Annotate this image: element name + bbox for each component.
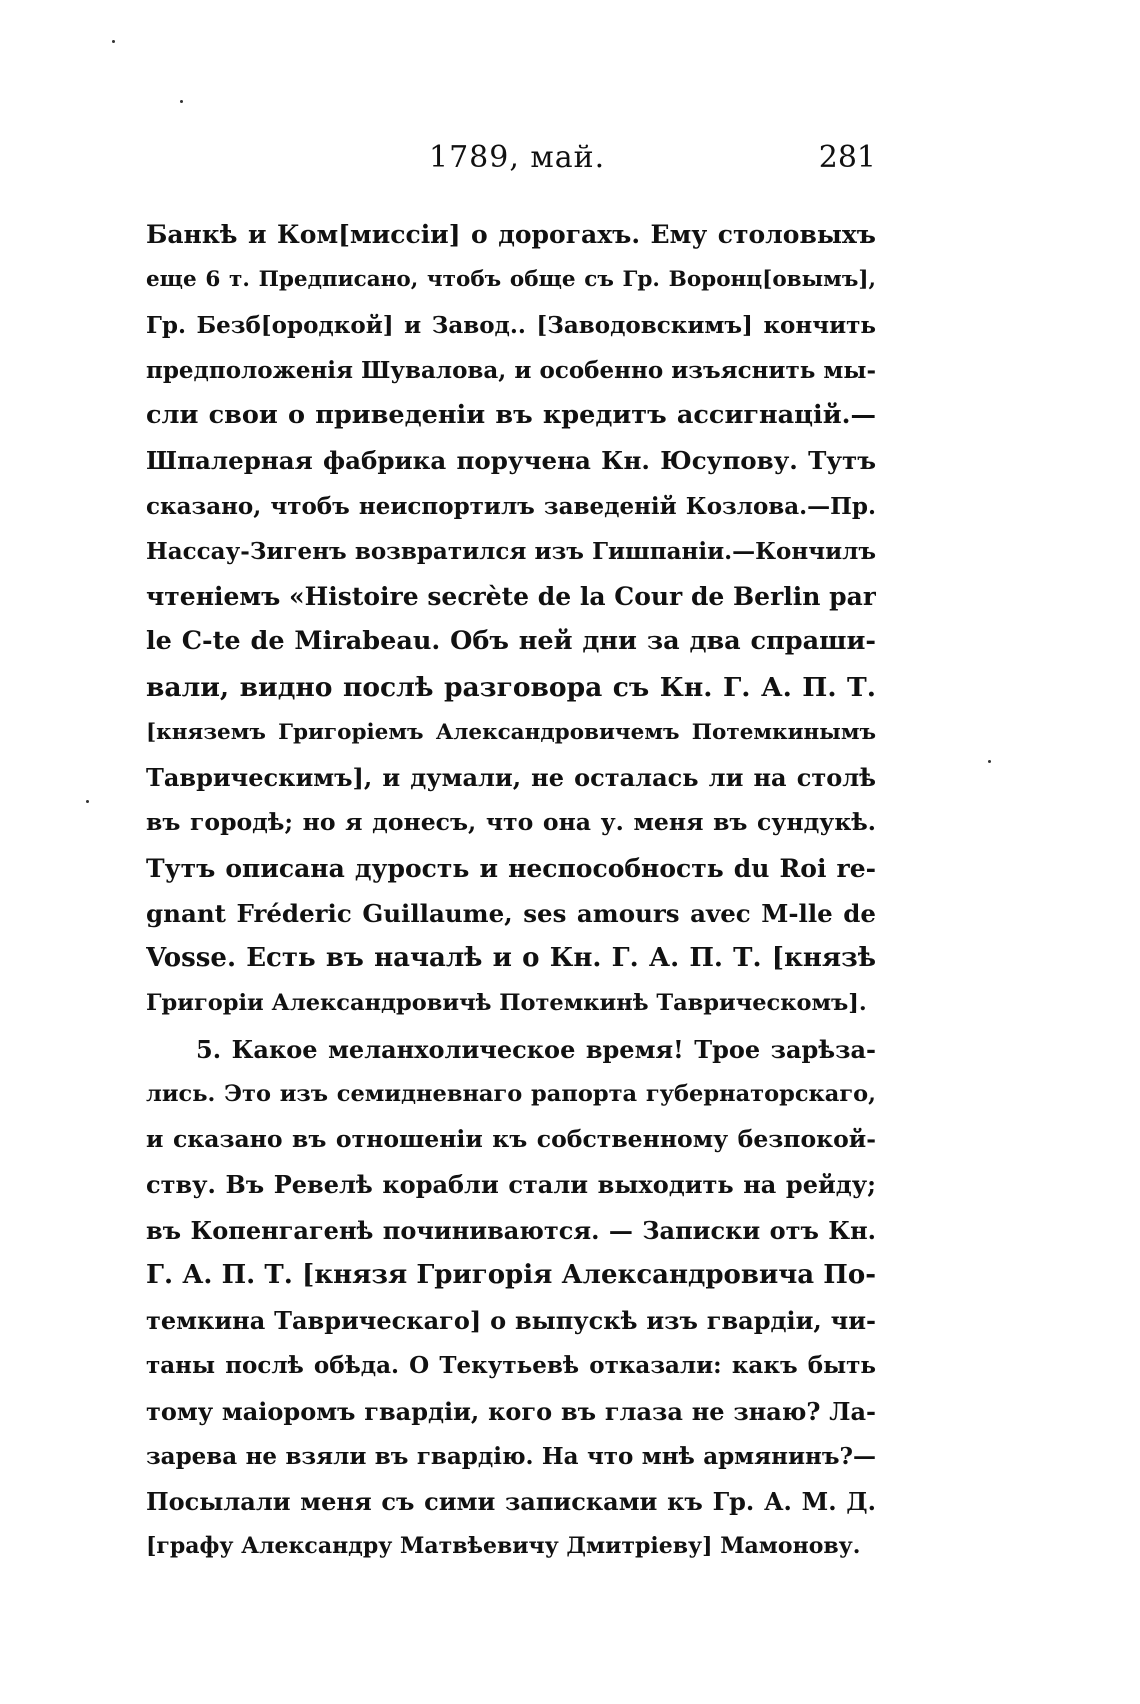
text-line: Тутъ описана дурость и неспособность du Roi re- (146, 853, 876, 883)
text-line: предположенія Шувалова, и особенно изъяснить мы- (146, 356, 876, 384)
text-line: сказано, чтобъ неиспортилъ заведеній Козлова.—Пр. (146, 492, 876, 520)
scan-speck (988, 760, 991, 763)
text-line: Шпалерная фабрика поручена Кн. Юсупову. Тутъ (146, 446, 876, 476)
body-text (146, 212, 876, 1570)
text-line: въ городѣ; но я донесъ, что она у. меня въ сундукѣ. (146, 808, 876, 837)
scan-speck (86, 800, 89, 803)
text-line: и сказано въ отношеніи къ собственному безпокой- (146, 1125, 876, 1153)
scan-speck (180, 100, 183, 103)
scan-speck (112, 40, 115, 43)
text-line: Таврическимъ], и думали, не осталась ли на столѣ (146, 763, 876, 792)
text-line: въ Копенгагенѣ починиваются. — Записки отъ Кн. (146, 1215, 876, 1245)
text-line: Григоріи Александровичѣ Потемкинѣ Таврическомъ]. (146, 990, 867, 1017)
running-title: 1789, май. (429, 140, 606, 175)
text-line: gnant Fréderic Guillaume, ses amours avec M-lle de (146, 898, 876, 928)
text-line: Посылали меня съ сими записками къ Гр. А. М. Д. (146, 1487, 876, 1516)
text-line: еще 6 т. Предписано, чтобъ обще съ Гр. Воронц[овымъ], (146, 267, 876, 293)
text-line: Банкѣ и Ком[миссіи] о дорогахъ. Ему столовыхъ (146, 220, 876, 249)
page-header (146, 140, 876, 184)
text-line: тому маіоромъ гвардіи, кого въ глаза не знаю? Ла- (146, 1396, 876, 1426)
text-line: ству. Въ Ревелѣ корабли стали выходить на рейду; (146, 1170, 876, 1200)
text-line: Нассау-Зигенъ возвратился изъ Гишпаніи.—Кончилъ (146, 537, 876, 565)
text-line: зарева не взяли въ гвардію. На что мнѣ армянинъ?— (146, 1442, 876, 1470)
text-line: чтеніемъ «Histoire secrète de la Cour de Berlin par (146, 582, 876, 611)
text-line: Vosse. Есть въ началѣ и о Кн. Г. А. П. Т. [князѣ (146, 943, 876, 973)
text-line: сли свои о приведеніи въ кредитъ ассигнацій.— (146, 400, 876, 430)
text-line: лись. Это изъ семидневнаго рапорта губернаторскаго, (146, 1080, 876, 1107)
text-line: темкина Таврическаго] о выпускѣ изъ гвардіи, чи- (146, 1306, 876, 1335)
text-line: [графу Александру Матвѣевичу Дмитріеву] Мамонову. (146, 1533, 861, 1560)
text-line: Г. А. П. Т. [князя Григорія Александровича По- (146, 1259, 876, 1290)
text-line: Гр. Безб[ородкой] и Завод.. [Заводовскимъ] кончить (146, 311, 876, 339)
text-line-paragraph-start: 5. Какое меланхолическое время! Трое зарѣза- (196, 1034, 876, 1064)
text-line: [княземъ Григоріемъ Александровичемъ Потемкинымъ (146, 719, 876, 745)
page-number: 281 (818, 140, 876, 175)
text-line: вали, видно послѣ разговора съ Кн. Г. А. П. Т. (146, 671, 876, 703)
text-line: le C-te de Mirabeau. Объ ней дни за два спраши- (146, 626, 876, 657)
text-line: таны послѣ обѣда. О Текутьевѣ отказали: какъ быть (146, 1352, 876, 1380)
